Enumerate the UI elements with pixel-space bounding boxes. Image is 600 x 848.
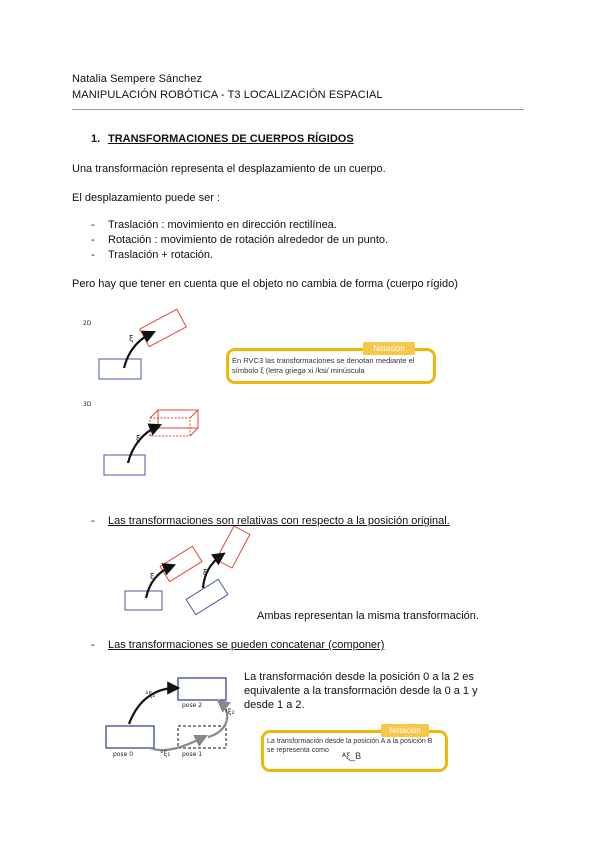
list-item-bullet: - <box>91 515 95 527</box>
transform-arrow <box>146 566 172 598</box>
composition-description: La transformación desde la posición 0 a la 2 es <box>244 671 474 683</box>
section-number: 1. <box>91 133 101 145</box>
list-item-bullet: - <box>91 249 95 261</box>
list-item: Traslación : movimiento en dirección rectilínea. <box>108 219 337 231</box>
course-title: MANIPULACIÓN ROBÓTICA - T3 LOCALIZACIÓN ESPACIAL <box>72 89 383 101</box>
list-item-bullet: - <box>91 234 95 246</box>
initial-pose-rect <box>125 591 162 610</box>
final-pose-rect <box>140 309 186 346</box>
composition-description: equivalente a la transformación desde la 0 a 1 y <box>244 685 478 697</box>
paragraph-types-intro: El desplazamiento puede ser : <box>72 192 220 204</box>
list-item-bullet: - <box>91 639 95 651</box>
pose1-label: pose 1 <box>182 751 203 758</box>
list-item: Traslación + rotación. <box>108 249 214 261</box>
final-pose-rect <box>216 526 250 568</box>
list-item-bullet: - <box>91 219 95 231</box>
notation-text: se representa como <box>267 747 329 754</box>
author-name: Natalia Sempere Sánchez <box>72 73 203 85</box>
notation-text: símbolo ξ (letra griega xi /ksi/ minúscula <box>232 366 365 375</box>
label-2d: 2D <box>83 320 92 327</box>
notation-text: En RVC3 las transformaciones se denotan mediante el <box>232 356 415 365</box>
relative-transform-heading: Las transformaciones son relativas con respecto a la posición original. <box>108 515 450 527</box>
final-pose-box <box>150 410 198 436</box>
xi-symbol: ξ <box>129 334 134 343</box>
concatenate-heading: Las transformaciones se pueden concatenar (componer) <box>108 639 385 651</box>
notation-symbol: ᴬξ_B <box>342 751 362 761</box>
same-transform-caption: Ambas representan la misma transformación. <box>257 610 479 622</box>
notation-tag: Notación <box>381 724 429 737</box>
xi-symbol: ξ <box>150 572 155 581</box>
notation-tag: Notación <box>363 342 415 355</box>
pose2-rect <box>178 678 226 700</box>
pose0-label: pose 0 <box>113 751 134 758</box>
transform-arrow <box>128 426 158 463</box>
xi-symbol: ξ <box>203 568 208 577</box>
paragraph-definition: Una transformación representa el desplazamiento de un cuerpo. <box>72 163 386 175</box>
xi-0-1-label: °ξ₁ <box>160 750 171 758</box>
xi-symbol: ξ <box>136 434 141 443</box>
xi-1-2-label: ¹ξ₂ <box>225 708 235 716</box>
paragraph-rigid-body: Pero hay que tener en cuenta que el objeto no cambia de forma (cuerpo rígido) <box>72 278 458 290</box>
section-title: TRANSFORMACIONES DE CUERPOS RÍGIDOS <box>108 133 354 145</box>
pose2-label: pose 2 <box>182 702 203 709</box>
initial-pose-rect <box>99 359 141 379</box>
initial-pose-rect <box>186 579 228 614</box>
initial-pose-rect <box>104 455 145 475</box>
xi-0-2-label: °ξ₂ <box>145 691 156 699</box>
composition-description: desde 1 a 2. <box>244 699 305 711</box>
label-3d: 3D <box>83 401 92 408</box>
list-item: Rotación : movimiento de rotación alrededor de un punto. <box>108 234 389 246</box>
pose0-rect <box>106 726 154 748</box>
final-pose-rect <box>160 546 202 581</box>
notation-text: La transformación desde la posición A a la posición B <box>267 738 433 745</box>
